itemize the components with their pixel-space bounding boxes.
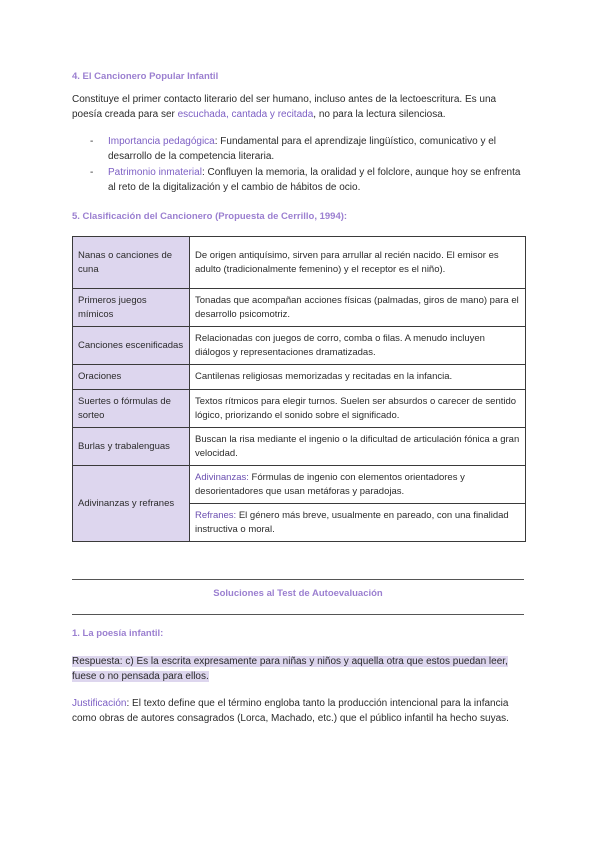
bullet-item: - Importancia pedagógica: Fundamental para el aprendizaje lingüístico, comunicativo y el desarrollo de la competencia literaria. [90,136,497,162]
section-5-heading: 5. Clasificación del Cancionero (Propuesta de Cerrillo, 1994): [72,211,348,222]
row-label: Suertes o fórmulas de sorteo [73,390,190,428]
row-description: Tonadas que acompañan acciones físicas (palmadas, giros de mano) para el desarrollo psicomotriz. [190,289,526,327]
row-label: Burlas y trabalenguas [73,428,190,466]
table-row [73,237,526,289]
adivinanzas-term: Adivinanzas: [195,472,249,483]
row-description: Relacionadas con juegos de corro, comba o filas. A menudo incluyen diálogos y representaciones dramatizadas. [190,327,526,365]
row-label: Canciones escenificadas [73,327,190,365]
section-4-intro: Constituye el primer contacto literario del ser humano, incluso antes de la lectoescritura. Es una poesía creada para ser escuchada, cantada y recitada, no para la lectura silenciosa. [72,94,497,120]
table-row [73,289,526,327]
bullet-term: Importancia pedagógica [108,136,215,147]
refranes-term: Refranes: [195,510,237,521]
table-row [73,365,526,390]
row-description: Buscan la risa mediante el ingenio o la dificultad de articulación fónica a gran velocidad. [190,428,526,466]
answer-highlight: Respuesta: c) Es la escrita expresamente para niñas y niños y aquella otra que estos puedan leer, fuese o no pensada para ellos. [72,656,508,682]
classification-table [72,236,526,542]
row-description: Refranes: El género más breve, usualmente en pareado, con una finalidad instructiva o moral. [190,504,526,542]
table-row [73,428,526,466]
row-label: Oraciones [73,365,190,390]
justification-term: Justificación [72,698,127,709]
answer-block [72,654,524,684]
question-1-heading: 1. La poesía infantil: [72,628,164,639]
row-description: De origen antiquísimo, sirven para arrullar al recién nacido. El emisor es adulto (tradicionalmente femenino) y el receptor es el niño). [190,237,526,289]
table-row [73,466,526,504]
row-description: Cantilenas religiosas memorizadas y recitadas en la infancia. [190,365,526,390]
solutions-title: Soluciones al Test de Autoevaluación [213,588,383,599]
bullet-item: - Patrimonio inmaterial: Confluyen la memoria, la oralidad y el folclore, aunque hoy se enfrenta al reto de la digitalización y el cambio de hábitos de ocio. [90,167,521,193]
intro-highlight: escuchada, cantada y recitada [177,109,314,120]
divider [72,579,524,580]
row-label: Nanas o canciones de cuna [73,237,190,289]
table-row [73,327,526,365]
row-label: Adivinanzas y refranes [73,466,190,542]
divider [72,614,524,615]
section-4-heading: 4. El Cancionero Popular Infantil [72,71,219,82]
row-description: Textos rítmicos para elegir turnos. Suelen ser absurdos o carecer de sentido lógico, priorizando el sonido sobre el significado. [190,390,526,428]
bullet-dash-icon: - [90,167,94,178]
row-description: Adivinanzas: Fórmulas de ingenio con elementos orientadores y desorientadores que usan metáforas y paradojas. [190,466,526,504]
bullet-dash-icon: - [90,136,94,147]
justification-block: Justificación: El texto define que el término engloba tanto la producción intencional para la infancia como obras de autores consagrados (Lorca, Machado, etc.) que el público infantil ha hecho suyas. [72,698,509,724]
bullet-term: Patrimonio inmaterial [108,167,202,178]
table-row [73,390,526,428]
row-label: Primeros juegos mímicos [73,289,190,327]
